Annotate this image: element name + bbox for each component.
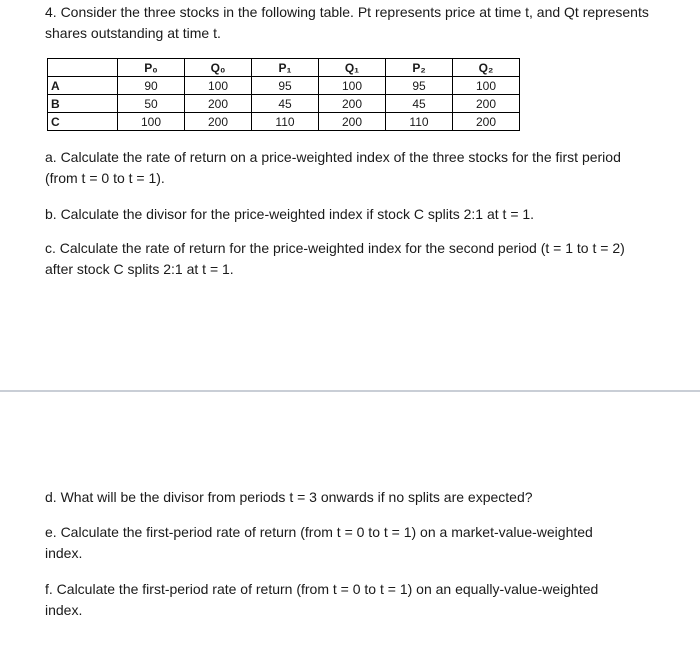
table-cell: 200: [319, 95, 386, 113]
table-cell: 200: [185, 113, 252, 131]
question-d: [45, 487, 670, 508]
table-cell: 100: [453, 77, 520, 95]
table-cell: 100: [118, 113, 185, 131]
question-b-line-1: b. Calculate the divisor for the price-weighted index if stock C splits 2:1 at t = 1.: [45, 206, 535, 222]
row-label-a: A: [48, 77, 118, 95]
question-f-line-1: f. Calculate the first-period rate of return (from t = 0 to t = 1) on an equally-value-weighted: [45, 581, 599, 597]
table-row: [48, 77, 520, 95]
stocks-table: [47, 58, 520, 131]
question-c-line-1: c. Calculate the rate of return for the price-weighted index for the second period (t = 1 to t = 2): [45, 240, 625, 256]
table-cell: 90: [118, 77, 185, 95]
question-d-line-1: d. What will be the divisor from periods t = 3 onwards if no splits are expected?: [45, 489, 533, 505]
question-a-line-2: (from t = 0 to t = 1).: [45, 170, 165, 186]
table-cell: 200: [185, 95, 252, 113]
intro-line-2: shares outstanding at time t.: [45, 25, 221, 41]
problem-intro: [45, 2, 670, 44]
header-q0: Q₀: [185, 59, 252, 77]
question-a: [45, 147, 670, 189]
question-b: [45, 204, 670, 225]
table-cell: 45: [252, 95, 319, 113]
question-f: [45, 579, 670, 621]
row-label-b: B: [48, 95, 118, 113]
page-divider: [0, 390, 700, 392]
intro-line-1: 4. Consider the three stocks in the following table. Pt represents price at time t, and Qt represents: [45, 4, 649, 20]
table-cell: 110: [386, 113, 453, 131]
table-cell: 110: [252, 113, 319, 131]
table-cell: 100: [319, 77, 386, 95]
table-row: [48, 113, 520, 131]
header-p2: P₂: [386, 59, 453, 77]
row-label-c: C: [48, 113, 118, 131]
table-cell: 50: [118, 95, 185, 113]
question-e-line-1: e. Calculate the first-period rate of return (from t = 0 to t = 1) on a market-value-weighted: [45, 524, 593, 540]
table-cell: 200: [453, 95, 520, 113]
question-c-line-2: after stock C splits 2:1 at t = 1.: [45, 261, 234, 277]
header-p1: P₁: [252, 59, 319, 77]
table-header-row: [48, 59, 520, 77]
table-row: [48, 95, 520, 113]
table-cell: 95: [386, 77, 453, 95]
question-e-line-2: index.: [45, 545, 83, 561]
table-cell: 100: [185, 77, 252, 95]
header-q2: Q₂: [453, 59, 520, 77]
table-cell: 200: [319, 113, 386, 131]
header-q1: Q₁: [319, 59, 386, 77]
question-a-line-1: a. Calculate the rate of return on a price-weighted index of the three stocks for the first period: [45, 149, 621, 165]
question-c: [45, 238, 670, 280]
question-f-line-2: index.: [45, 602, 83, 618]
table-corner-cell: [48, 59, 118, 77]
table-cell: 95: [252, 77, 319, 95]
question-e: [45, 522, 670, 564]
header-p0: P₀: [118, 59, 185, 77]
table-cell: 200: [453, 113, 520, 131]
table-cell: 45: [386, 95, 453, 113]
